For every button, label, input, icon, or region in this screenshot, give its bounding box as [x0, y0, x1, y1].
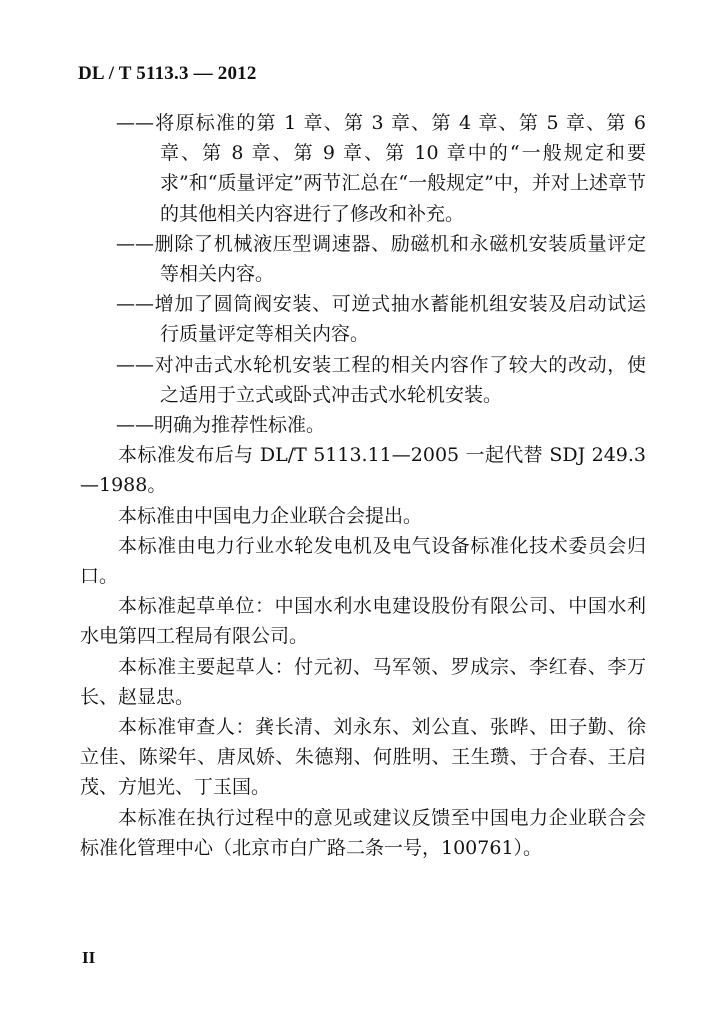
reviewers-paragraph: 本标准审查人：龚长清、刘永东、刘公直、张晔、田子勤、徐立佳、陈梁年、唐凤娇、朱德翔、何胜明、王生瓒、于合春、王启茂、方旭光、丁玉国。 [80, 716, 646, 799]
feedback-paragraph: 本标准在执行过程中的意见或建议反馈至中国电力企业联合会标准化管理中心（北京市白广路二条一号，100761）。 [80, 806, 646, 859]
change-item: ——明确为推荐性标准。 [116, 414, 326, 437]
administrator-paragraph: 本标准由电力行业水轮发电机及电气设备标准化技术委员会归口。 [80, 534, 646, 588]
change-item: ——删除了机械液压型调速器、励磁机和永磁机安装质量评定等相关内容。 [116, 232, 646, 286]
page-number: II [82, 948, 96, 967]
standard-code-header: DL / T 5113.3 — 2012 [78, 63, 257, 84]
drafting-units-paragraph: 本标准起草单位：中国水利水电建设股份有限公司、中国水利水电第四工程局有限公司。 [80, 595, 646, 648]
change-item: ——增加了圆筒阀安装、可逆式抽水蓄能机组安装及启动试运行质量评定等相关内容。 [116, 293, 646, 346]
drafters-paragraph: 本标准主要起草人：付元初、马军领、罗成宗、李红春、李万长、赵显忠。 [80, 655, 646, 708]
foreword-body [80, 108, 646, 863]
replacement-paragraph: 本标准发布后与 DL/T 5113.11—2005 一起代替 SDJ 249.3—1988。 [80, 444, 646, 497]
proposer-paragraph: 本标准由中国电力企业联合会提出。 [118, 504, 423, 527]
change-item: ——将原标准的第 1 章、第 3 章、第 4 章、第 5 章、第 6 章、第 8 章、第 9 章、第 10 章中的“一般规定和要求”和“质量评定”两节汇总在“一般规定”中，并对上述章节的其他相关内容进行了修改和补充。 [116, 112, 646, 225]
change-item: ——对冲击式水轮机安装工程的相关内容作了较大的改动，使之适用于立式或卧式冲击式水轮机安装。 [116, 353, 646, 406]
